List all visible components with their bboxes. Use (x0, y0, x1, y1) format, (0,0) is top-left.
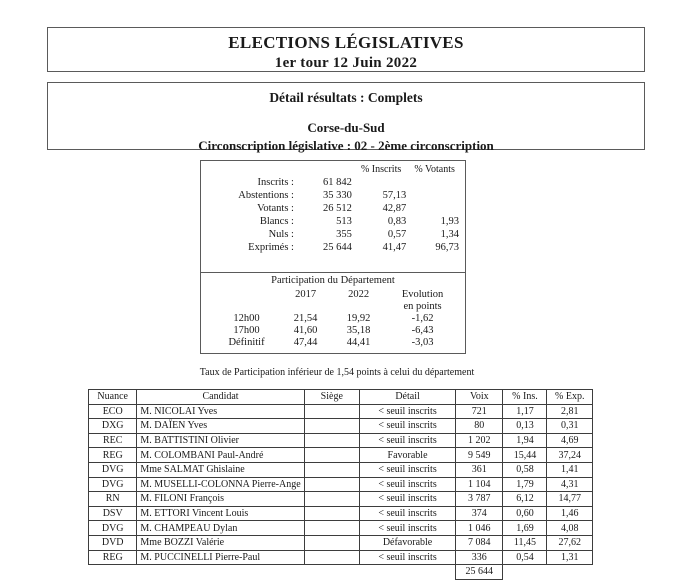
stats-pct-inscrits: 0,83 (387, 216, 407, 227)
col-nuance: Nuance (89, 390, 137, 405)
cell-nuance: REC (89, 433, 137, 448)
participation-row (214, 312, 460, 324)
table-row[interactable] (89, 448, 593, 463)
stats-count: 513 (336, 216, 352, 227)
stats-pct-votants: 1,93 (440, 216, 459, 227)
table-row[interactable] (89, 550, 593, 565)
participation-col-evolution-unit: en points (403, 300, 442, 312)
cell-voix: 9 549 (456, 448, 503, 463)
stats-row (205, 241, 461, 254)
cell-pct-ins: 1,17 (503, 404, 547, 419)
stats-row (205, 176, 461, 189)
participation-row (214, 324, 460, 336)
cell-detail: < seuil inscrits (359, 404, 455, 419)
stats-pct-votants: 96,73 (435, 242, 459, 253)
cell-pct-ins: 15,44 (503, 448, 547, 463)
cell-siege (304, 419, 359, 434)
electorate-stats-table (205, 163, 461, 254)
table-row[interactable] (89, 521, 593, 536)
stats-count: 26 512 (323, 203, 352, 214)
cell-nuance: ECO (89, 404, 137, 419)
stats-pct-votants (408, 202, 461, 215)
cell-detail: < seuil inscrits (359, 506, 455, 521)
col-pct-exp: % Exp. (547, 390, 593, 405)
election-round-date: 1er tour 12 Juin 2022 (274, 55, 418, 71)
table-row[interactable] (89, 506, 593, 521)
cell-detail: < seuil inscrits (359, 521, 455, 536)
stats-pct-votants (408, 189, 461, 202)
cell-pct-exp: 2,81 (547, 404, 593, 419)
col-candidat: Candidat (137, 390, 304, 405)
cell-siege (304, 521, 359, 536)
cell-candidat: M. MUSELLI-COLONNA Pierre-Ange (137, 477, 304, 492)
participation-label: 12h00 (233, 312, 260, 324)
department-name: Corse-du-Sud (307, 120, 385, 135)
stats-label: Exprimés : (248, 242, 294, 253)
participation-subheader-row (214, 300, 460, 312)
stats-col-pct-votants: % Votants (414, 164, 455, 175)
participation-2017: 21,54 (293, 312, 318, 324)
participation-title: Participation du Département (271, 275, 395, 286)
cell-detail: Favorable (359, 448, 455, 463)
cell-siege (304, 550, 359, 565)
cell-siege (304, 433, 359, 448)
cell-pct-ins: 6,12 (503, 492, 547, 507)
stats-divider (200, 272, 466, 273)
stats-label: Votants : (257, 203, 294, 214)
cell-detail: Défavorable (359, 535, 455, 550)
cell-pct-exp: 4,31 (547, 477, 593, 492)
stats-pct-votants: 1,34 (440, 229, 459, 240)
participation-col-2022: 2022 (348, 288, 370, 300)
stats-pct-inscrits: 0,57 (387, 229, 407, 240)
cell-nuance: DXG (89, 419, 137, 434)
stats-label: Inscrits : (257, 177, 294, 188)
stats-row (205, 228, 461, 241)
cell-pct-exp: 14,77 (547, 492, 593, 507)
stats-pct-inscrits: 57,13 (382, 190, 407, 201)
stats-row (205, 202, 461, 215)
stats-pct-inscrits: 42,87 (382, 203, 407, 214)
stats-count: 61 842 (323, 177, 352, 188)
stats-count: 355 (336, 229, 352, 240)
cell-voix: 1 202 (456, 433, 503, 448)
cell-voix: 374 (456, 506, 503, 521)
cell-detail: < seuil inscrits (359, 477, 455, 492)
cell-nuance: DVG (89, 521, 137, 536)
cell-pct-ins: 1,94 (503, 433, 547, 448)
participation-evolution: -6,43 (411, 324, 434, 336)
cell-candidat: M. BATTISTINI Olivier (137, 433, 304, 448)
participation-evolution: -3,03 (411, 336, 434, 348)
cell-detail: < seuil inscrits (359, 462, 455, 477)
col-detail: Détail (359, 390, 455, 405)
table-row[interactable] (89, 492, 593, 507)
participation-2022: 19,92 (346, 312, 371, 324)
detail-results-label: Détail résultats : Complets (269, 90, 423, 105)
cell-pct-ins: 0,58 (503, 462, 547, 477)
stats-label: Nuls : (268, 229, 294, 240)
cell-siege (304, 506, 359, 521)
page-title: ELECTIONS LÉGISLATIVES (228, 33, 464, 52)
cell-pct-exp: 4,08 (547, 521, 593, 536)
stats-pct-inscrits: 41,47 (382, 242, 407, 253)
cell-nuance: DVD (89, 535, 137, 550)
participation-label: 17h00 (233, 324, 260, 336)
participation-note: Taux de Participation inférieur de 1,54 points à celui du département (199, 367, 475, 378)
cell-candidat: M. CHAMPEAU Dylan (137, 521, 304, 536)
cell-detail: < seuil inscrits (359, 433, 455, 448)
cell-nuance: REG (89, 448, 137, 463)
table-row[interactable] (89, 419, 593, 434)
candidate-results-table (88, 389, 593, 580)
cell-candidat: M. DAÏEN Yves (137, 419, 304, 434)
cell-siege (304, 462, 359, 477)
cell-pct-exp: 0,31 (547, 419, 593, 434)
cell-pct-exp: 37,24 (547, 448, 593, 463)
cell-pct-exp: 1,41 (547, 462, 593, 477)
cell-voix: 7 084 (456, 535, 503, 550)
candidate-header-row (89, 390, 593, 405)
cell-pct-exp: 4,69 (547, 433, 593, 448)
cell-pct-ins: 1,69 (503, 521, 547, 536)
subtitle-box (47, 82, 645, 153)
title-box (47, 27, 645, 72)
cell-nuance: DVG (89, 477, 137, 492)
cell-siege (304, 448, 359, 463)
participation-2017: 41,60 (293, 324, 318, 336)
cell-voix: 80 (456, 419, 503, 434)
stats-label: Abstentions : (238, 190, 294, 201)
cell-candidat: M. COLOMBANI Paul-André (137, 448, 304, 463)
participation-header-row (214, 288, 460, 300)
table-row[interactable] (89, 404, 593, 419)
cell-candidat: M. ETTORI Vincent Louis (137, 506, 304, 521)
stats-col-pct-inscrits: % Inscrits (360, 164, 402, 175)
cell-detail: < seuil inscrits (359, 492, 455, 507)
table-row[interactable] (89, 477, 593, 492)
participation-2022: 35,18 (346, 324, 371, 336)
cell-voix: 1 046 (456, 521, 503, 536)
cell-voix: 721 (456, 404, 503, 419)
participation-col-evolution: Evolution (401, 288, 444, 300)
participation-evolution: -1,62 (411, 312, 434, 324)
stats-count: 25 644 (323, 242, 352, 253)
stats-header-row (205, 163, 461, 176)
cell-pct-exp: 1,31 (547, 550, 593, 565)
stats-count: 35 330 (323, 190, 352, 201)
participation-col-2017: 2017 (295, 288, 317, 300)
col-voix: Voix (456, 390, 503, 405)
cell-pct-ins: 0,54 (503, 550, 547, 565)
participation-2022: 44,41 (346, 336, 371, 348)
cell-pct-ins: 0,13 (503, 419, 547, 434)
cell-candidat: M. NICOLAI Yves (137, 404, 304, 419)
cell-candidat: M. FILONI François (137, 492, 304, 507)
cell-candidat: M. PUCCINELLI Pierre-Paul (137, 550, 304, 565)
circonscription-name: Circonscription législative : 02 - 2ème circonscription (198, 138, 494, 153)
cell-pct-ins: 0,60 (503, 506, 547, 521)
table-row[interactable] (89, 462, 593, 477)
cell-nuance: DSV (89, 506, 137, 521)
cell-voix: 3 787 (456, 492, 503, 507)
cell-siege (304, 535, 359, 550)
participation-row (214, 336, 460, 348)
cell-nuance: REG (89, 550, 137, 565)
cell-nuance: DVG (89, 462, 137, 477)
cell-pct-exp: 27,62 (547, 535, 593, 550)
col-siege: Siège (304, 390, 359, 405)
stats-row (205, 189, 461, 202)
cell-candidat: Mme SALMAT Ghislaine (137, 462, 304, 477)
col-pct-ins: % Ins. (503, 390, 547, 405)
stats-pct-inscrits (354, 176, 408, 189)
cell-nuance: RN (89, 492, 137, 507)
stats-row (205, 215, 461, 228)
participation-label: Définitif (228, 336, 265, 348)
cell-pct-ins: 11,45 (503, 535, 547, 550)
participation-2017: 47,44 (293, 336, 318, 348)
cell-siege (304, 404, 359, 419)
cell-pct-ins: 1,79 (503, 477, 547, 492)
stats-pct-votants (408, 176, 461, 189)
cell-pct-exp: 1,46 (547, 506, 593, 521)
cell-detail: < seuil inscrits (359, 550, 455, 565)
stats-label: Blancs : (259, 216, 294, 227)
cell-voix: 361 (456, 462, 503, 477)
cell-detail: < seuil inscrits (359, 419, 455, 434)
cell-voix: 1 104 (456, 477, 503, 492)
cell-siege (304, 477, 359, 492)
table-row[interactable] (89, 433, 593, 448)
cell-voix: 336 (456, 550, 503, 565)
cell-candidat: Mme BOZZI Valérie (137, 535, 304, 550)
cell-siege (304, 492, 359, 507)
participation-table (214, 288, 460, 348)
total-voix: 25 644 (456, 565, 503, 580)
candidate-rows (89, 404, 593, 579)
table-row[interactable] (89, 535, 593, 550)
